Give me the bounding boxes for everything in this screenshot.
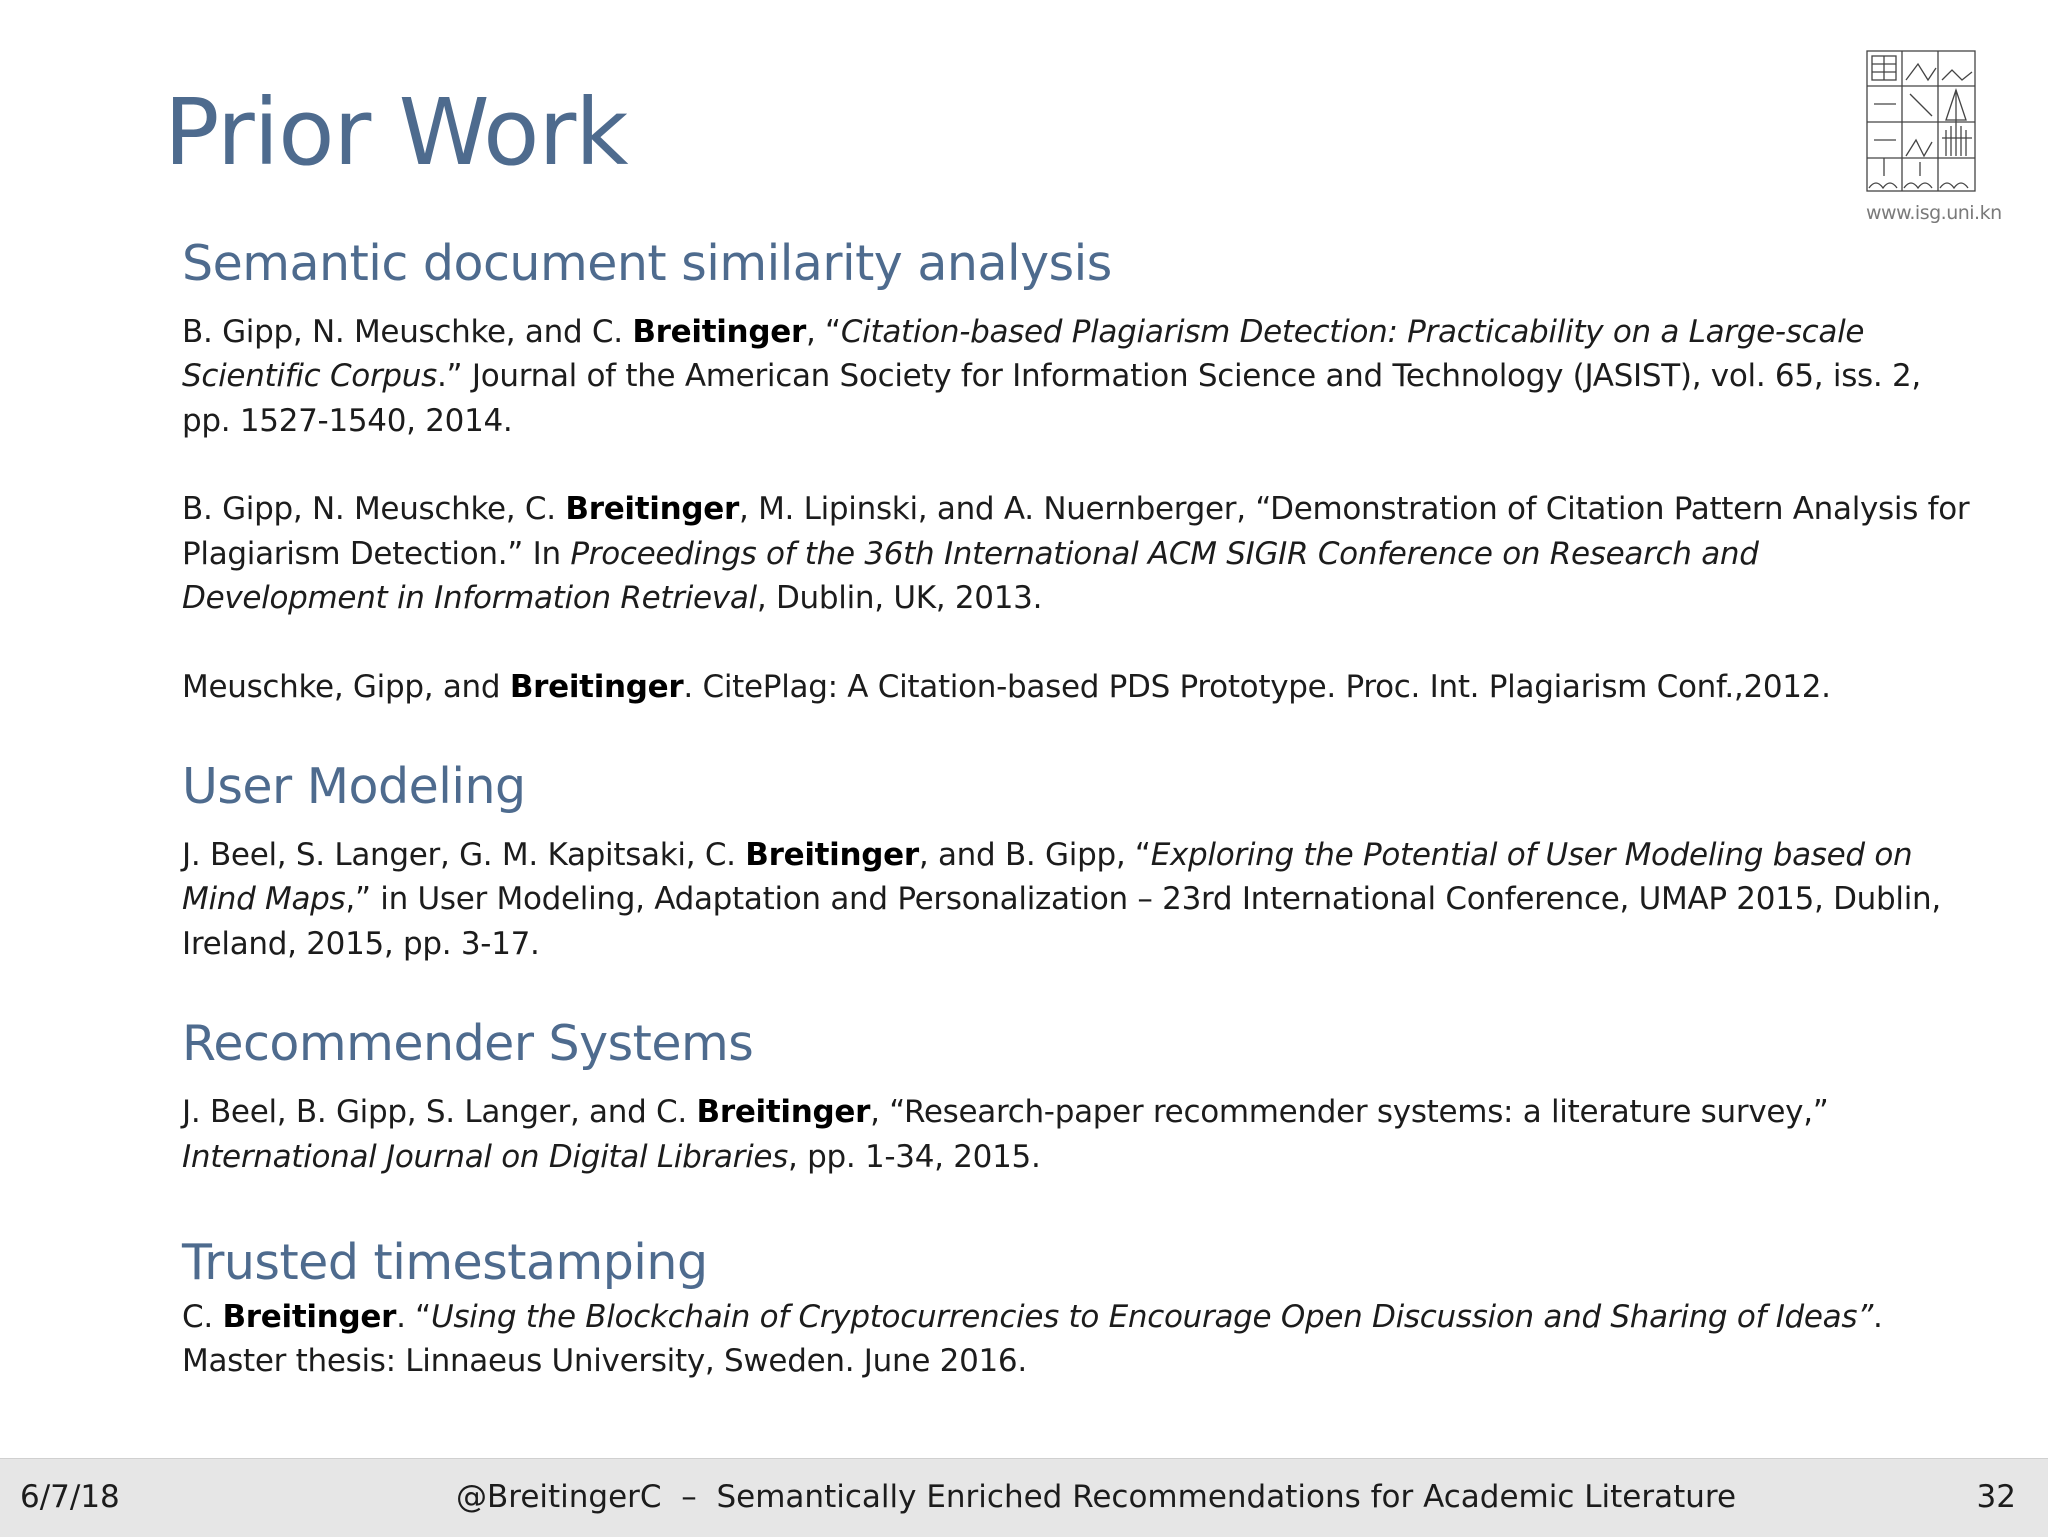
reference-entry: J. Beel, S. Langer, G. M. Kapitsaki, C. Breitinger, and B. Gipp, “Exploring the Potential of User Modeling based on Mind Maps,” in User Modeling, Adaptation and Personalization – 23rd International Conference, UMAP 2015, Dublin, Ireland, 2015, pp. 3-17.: [182, 836, 1941, 962]
slide-content: [182, 232, 1972, 1384]
highlighted-author: Breitinger: [696, 1094, 871, 1131]
section-heading: Recommender Systems: [182, 1015, 754, 1073]
section-recommender-systems: [182, 1012, 1972, 1179]
reference-entry: J. Beel, B. Gipp, S. Langer, and C. Breitinger, “Research-paper recommender systems: a literature survey,” International Journal on Digital Libraries, pp. 1-34, 2015.: [182, 1094, 1829, 1175]
highlighted-author: Breitinger: [565, 491, 739, 528]
reference-entry: B. Gipp, N. Meuschke, C. Breitinger, M. Lipinski, and A. Nuernberger, “Demonstration of Citation Pattern Analysis for Plagiarism Detection.” In Proceedings of the 36th International ACM SIGIR Conference on Research and Development in Information Retrieval, Dublin, UK, 2013.: [182, 491, 1970, 617]
section-user-modeling: [182, 755, 1972, 966]
footer-date: 6/7/18: [20, 1479, 120, 1515]
footer-title: @BreitingerC – Semantically Enriched Recommendations for Academic Literature: [456, 1479, 1737, 1515]
section-heading: Semantic document similarity analysis: [182, 235, 1112, 292]
highlighted-author: Breitinger: [745, 836, 919, 873]
section-heading: User Modeling: [182, 758, 526, 816]
highlighted-author: Breitinger: [632, 313, 806, 350]
highlighted-author: Breitinger: [509, 668, 684, 705]
reference-entry: B. Gipp, N. Meuschke, and C. Breitinger, “Citation-based Plagiarism Detection: Practicability on a Large-scale Scientific Corpus.” Journal of the American Society for Information Science and Technology (JASIST), vol. 65, iss. 2, pp. 1527-1540, 2014.: [182, 313, 1921, 439]
university-constance-logo-icon: [1866, 50, 1976, 196]
slide-footer: [0, 1458, 2048, 1537]
page-number: 32: [1976, 1479, 2016, 1515]
section-trusted-timestamping: [182, 1231, 1972, 1384]
highlighted-author: Breitinger: [222, 1298, 397, 1335]
section-semantic-similarity: [182, 232, 1972, 709]
slide-title: Prior Work: [164, 79, 628, 186]
logo-url: www.isg.uni.kn: [1866, 202, 2002, 224]
reference-entry: C. Breitinger. “Using the Blockchain of Cryptocurrencies to Encourage Open Discussion and Sharing of Ideas”. Master thesis: Linnaeus University, Sweden. June 2016.: [182, 1298, 1883, 1380]
section-heading: Trusted timestamping: [182, 1234, 708, 1292]
reference-entry: Meuschke, Gipp, and Breitinger. CitePlag: A Citation-based PDS Prototype. Proc. Int. Plagiarism Conf.,2012.: [182, 668, 1831, 705]
